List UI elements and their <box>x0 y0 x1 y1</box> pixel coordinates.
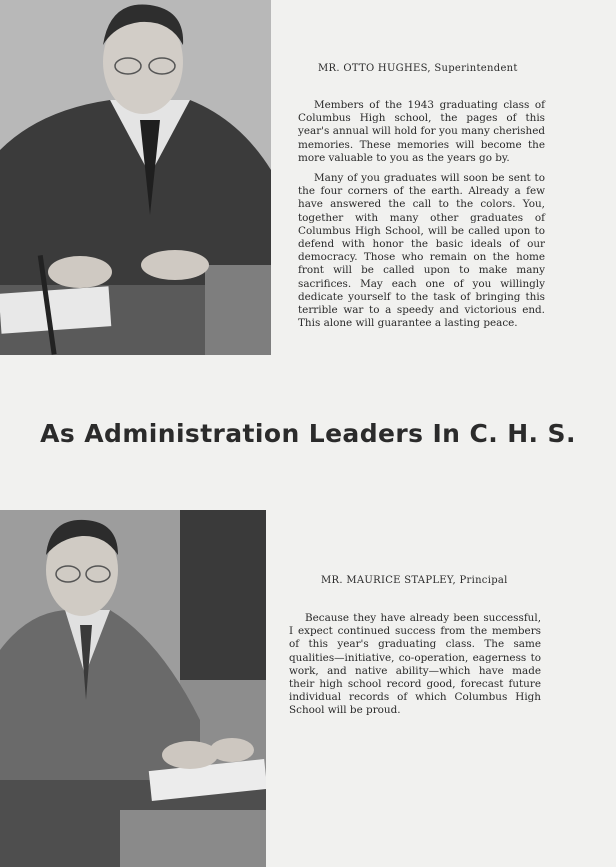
superintendent-photo <box>0 0 271 355</box>
superintendent-message <box>298 99 545 337</box>
principal-photo <box>0 510 266 867</box>
principal-paragraph-1: Because they have already been successful, I expect continued success from the members of this year's graduating class. The same qualities—initiative, co-operation, eagerness to work, and native ability—which have made their high school record good, forecast future individual records of which Columbus High School will be proud. <box>289 612 541 717</box>
page-headline: As Administration Leaders In C. H. S. <box>40 419 576 448</box>
superintendent-caption: MR. OTTO HUGHES, Superintendent <box>318 63 518 74</box>
superintendent-paragraph-1: Members of the 1943 graduating class of Columbus High school, the pages of this year's annual will hold for you many cherished memories. These memories will become the more valuable to you as the years go by. <box>298 99 545 164</box>
principal-caption: MR. MAURICE STAPLEY, Principal <box>321 575 508 586</box>
superintendent-paragraph-2: Many of you graduates will soon be sent to the four corners of the earth. Already a few have answered the call to the colors. You, together with many other graduates of Columbus High School, will be called upon to defend with honor the basic ideals of our democracy. Those who remain on the home front will be called upon to make many sacrifices. May each one of you willingly dedicate yourself to the task of bringing this terrible war to a speedy and victorious end. This alone will guarantee a lasting peace. <box>298 172 545 330</box>
principal-message <box>289 612 541 725</box>
